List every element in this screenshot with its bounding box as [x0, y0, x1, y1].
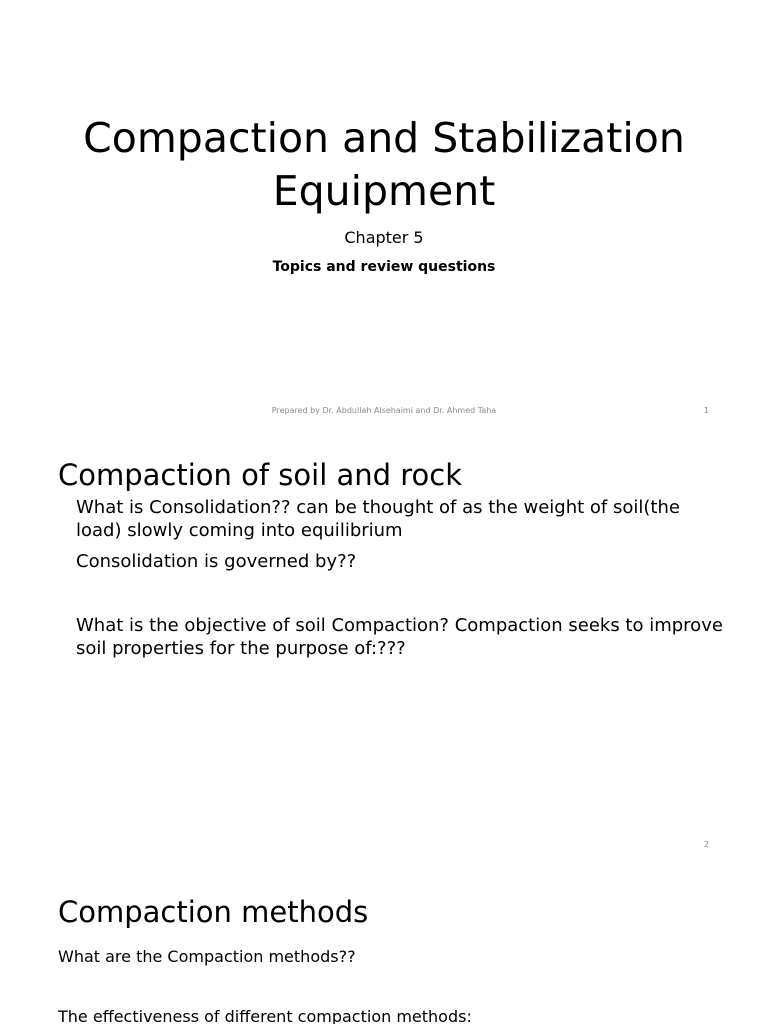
slide-1	[0, 0, 768, 432]
bullet-list	[76, 496, 726, 660]
slide-footer: Prepared by Dr. Abdullah Alsehaimi and Dr. Ahmed Taha	[271, 406, 497, 415]
slide-3	[0, 865, 768, 1024]
bullet-item: What is Consolidation?? can be thought of as the weight of soil(the load) slowly coming into equilibrium	[76, 497, 680, 541]
slide-heading: Compaction methods	[58, 895, 369, 929]
slide-tagline: Topics and review questions	[272, 259, 496, 275]
slide-page-number: 2	[703, 840, 709, 849]
body-text: The effectiveness of different compaction methods:	[58, 1007, 472, 1024]
bullet-item: Consolidation is governed by??	[76, 551, 357, 572]
slide-subtitle: Chapter 5	[344, 228, 424, 247]
bullet-item: What is the objective of soil Compaction? Compaction seeks to improve soil properties for the purpose of:???	[76, 615, 723, 659]
slide-page-number: 1	[703, 406, 709, 415]
slide-2	[0, 432, 768, 865]
slide-heading: Compaction of soil and rock	[58, 458, 463, 492]
body-text: What are the Compaction methods??	[58, 947, 356, 966]
slide-title: Compaction and Stabilization Equipment	[83, 114, 685, 215]
